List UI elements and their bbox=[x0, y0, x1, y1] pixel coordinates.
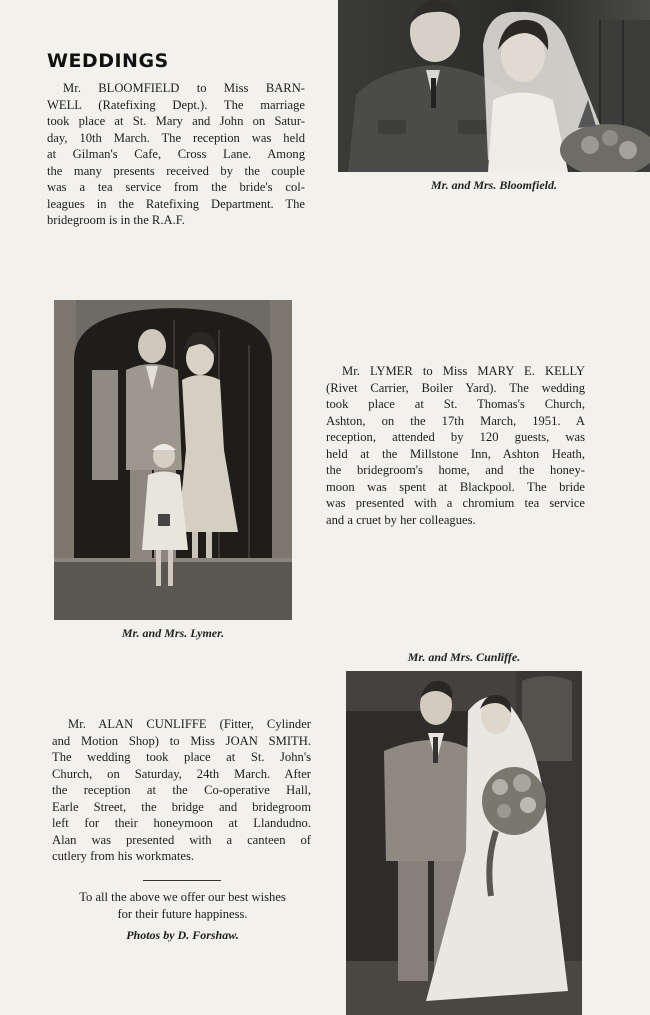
text-line: the reception at the Co-operative Hall, bbox=[52, 783, 311, 797]
photo-bloomfield bbox=[338, 0, 650, 172]
photo-cunliffe-image bbox=[346, 671, 582, 1015]
text-line: moon was spent at Blackpool. The bride bbox=[326, 479, 585, 494]
text-line: was presented with a chromium tea service bbox=[326, 496, 585, 510]
text-line: the bridegroom's home, and the honey- bbox=[326, 463, 585, 477]
text-line: reception, attended by 120 guests, was bbox=[326, 430, 585, 444]
text-line: and Motion Shop) to Miss JOAN SMITH. bbox=[52, 733, 311, 748]
wedding-lymer-text bbox=[326, 363, 585, 528]
text-line: Earle Street, the bridge and bridegroom bbox=[52, 799, 311, 814]
text-line: was a tea service from the bride's col- bbox=[47, 180, 305, 194]
text-line: for their future happiness. bbox=[117, 907, 248, 921]
text-line: Mr. LYMER to Miss MARY E. KELLY bbox=[342, 364, 585, 378]
text-line: and a cruet by her colleagues. bbox=[326, 512, 476, 527]
photo-bloomfield-image bbox=[338, 0, 650, 172]
text-line: took place at St. Mary and John on Satur- bbox=[47, 114, 305, 128]
text-line: Ashton, on the 17th March, 1951. A bbox=[326, 413, 585, 428]
photo-lymer bbox=[54, 300, 292, 620]
wedding-cunliffe-text bbox=[52, 716, 311, 865]
text-line: the many presents received by the couple bbox=[47, 163, 305, 178]
text-line: Mr. BLOOMFIELD to Miss BARN- bbox=[63, 81, 305, 95]
photo-credit: Photos by D. Forshaw. bbox=[126, 928, 239, 942]
caption-lymer: Mr. and Mrs. Lymer. bbox=[121, 626, 225, 640]
section-heading: WEDDINGS bbox=[47, 50, 169, 72]
text-line: cutlery from his workmates. bbox=[52, 849, 194, 863]
caption-bloomfield: Mr. and Mrs. Bloomfield. bbox=[430, 178, 558, 192]
text-line: bridegroom is in the R.A.F. bbox=[47, 213, 185, 227]
text-line: (Rivet Carrier, Boiler Yard). The wedding bbox=[326, 380, 585, 395]
text-line: To all the above we offer our best wishes bbox=[79, 890, 286, 904]
text-line: Church, on Saturday, 24th March. After bbox=[52, 766, 311, 781]
text-line: WELL (Ratefixing Dept.). The marriage bbox=[47, 97, 305, 112]
photo-cunliffe bbox=[346, 671, 582, 1015]
text-line: took place at St. Thomas's Church, bbox=[326, 397, 585, 411]
text-line: The wedding took place at St. John's bbox=[52, 750, 311, 764]
text-line: at Gilman's Cafe, Cross Lane. Among bbox=[47, 147, 305, 161]
caption-cunliffe: Mr. and Mrs. Cunliffe. bbox=[407, 650, 521, 664]
text-line: left for their honeymoon at Llandudno. bbox=[52, 816, 311, 830]
photo-lymer-image bbox=[54, 300, 292, 620]
text-line: Alan was presented with a canteen of bbox=[52, 832, 311, 847]
wedding-bloomfield-text bbox=[47, 80, 305, 229]
text-line: day, 10th March. The reception was held bbox=[47, 130, 305, 145]
closing-wishes bbox=[50, 889, 315, 923]
text-line: Mr. ALAN CUNLIFFE (Fitter, Cylinder bbox=[68, 717, 311, 731]
text-line: held at the Millstone Inn, Ashton Heath, bbox=[326, 446, 585, 461]
text-line: leagues in the Ratefixing Department. The bbox=[47, 196, 305, 211]
divider-rule bbox=[143, 880, 221, 881]
